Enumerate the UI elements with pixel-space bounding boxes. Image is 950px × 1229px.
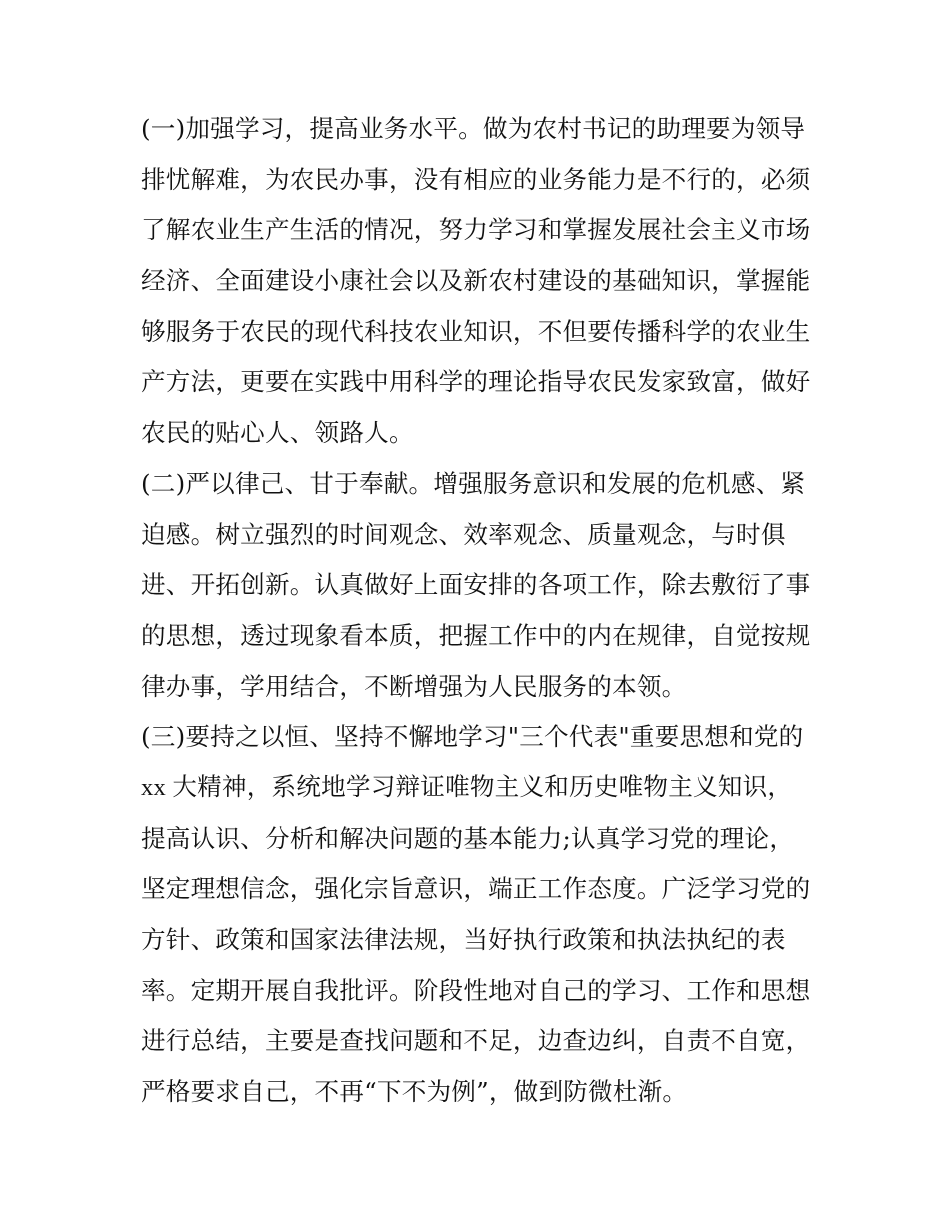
text-line: 严格要求自己，不再“下不为例”，做到防微杜渐。	[141, 1077, 688, 1107]
text-line: 经济、全面建设小康社会以及新农村建设的基础知识，掌握能	[141, 266, 811, 296]
text-line: 方针、政策和国家法律法规，当好执行政策和执法执纪的表	[141, 925, 786, 954]
text-line: (一)加强学习，提高业务水平。做为农村书记的助理要为领导	[141, 114, 806, 143]
text-line: 率。定期开展自我批评。阶段性地对自己的学习、工作和思想	[141, 975, 811, 1005]
text-line: (三)要持之以恒、坚持不懈地学习"三个代表"重要思想和党的	[141, 722, 804, 752]
text-line: 产方法，更要在实践中用科学的理论指导农民发家致富，做好	[141, 367, 811, 397]
text-line: 律办事，学用结合，不断增强为人民服务的本领。	[141, 671, 687, 701]
text-line: 进行总结，主要是查找问题和不足，边查边纠，自责不自宽，	[141, 1026, 811, 1056]
document-body	[141, 104, 821, 1118]
text-line: 提高认识、分析和解决问题的基本能力;认真学习党的理论，	[141, 823, 795, 853]
text-line: 坚定理想信念，强化宗旨意识，端正工作态度。广泛学习党的	[141, 874, 811, 904]
text-line: 够服务于农民的现代科技农业知识，不但要传播科学的农业生	[141, 316, 811, 346]
text-line: 农民的贴心人、领路人。	[141, 418, 414, 448]
text-line: (二)严以律己、甘于奉献。增强服务意识和发展的危机感、紧	[141, 468, 806, 498]
text-line: 迫感。树立强烈的时间观念、效率观念、质量观念，与时俱	[141, 519, 786, 549]
paragraph-section-2	[141, 459, 821, 712]
paragraph-section-3	[141, 712, 821, 1118]
text-line: 了解农业生产生活的情况，努力学习和掌握发展社会主义市场	[141, 215, 811, 245]
text-line: xx 大精神，系统地学习辩证唯物主义和历史唯物主义知识，	[141, 773, 793, 801]
paragraph-section-1	[141, 104, 821, 459]
text-line: 排忧解难，为农民办事，没有相应的业务能力是不行的，必须	[141, 164, 811, 194]
text-line: 进、开拓创新。认真做好上面安排的各项工作，除去敷衍了事	[141, 570, 811, 600]
text-line: 的思想，透过现象看本质，把握工作中的内在规律，自觉按规	[141, 620, 811, 650]
